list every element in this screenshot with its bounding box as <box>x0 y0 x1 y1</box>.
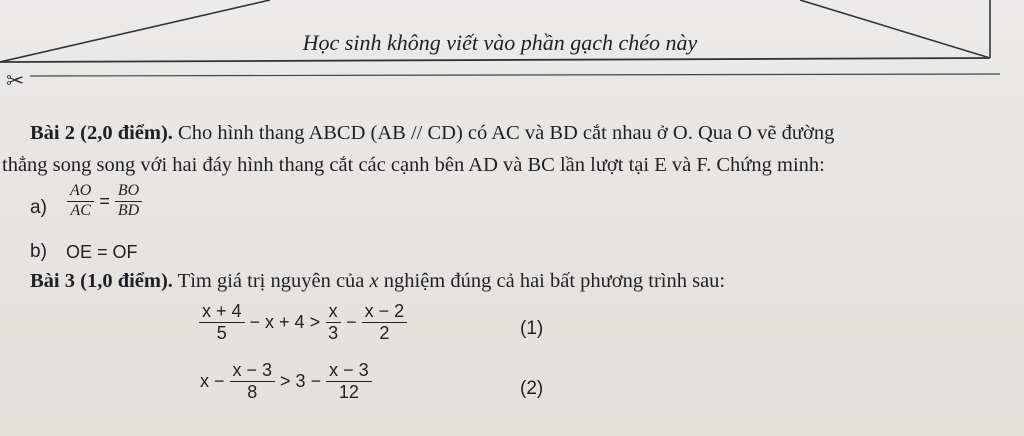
fraction-denominator: 5 <box>216 322 227 343</box>
fraction-denominator: 12 <box>338 381 359 402</box>
fraction-3 <box>362 302 408 343</box>
inequality-1 <box>196 302 410 343</box>
fraction-numerator: x − 3 <box>230 361 276 382</box>
bai3-text-b: nghiệm đúng cả hai bất phương trình sau: <box>378 270 726 292</box>
part-a-label: a) <box>30 197 47 218</box>
bai3-text-a: Tìm giá trị nguyên của <box>172 270 370 292</box>
fraction-denominator: 3 <box>328 322 339 343</box>
fraction-1 <box>230 361 276 402</box>
fraction-denominator: AC <box>70 201 91 219</box>
bai2-title: Bài 2 (2,0 điểm). <box>30 122 173 144</box>
scissors-icon: ✂ <box>6 68 25 93</box>
fraction-1 <box>199 302 245 343</box>
inequality-lead: x − <box>200 370 225 391</box>
fraction-numerator: AO <box>67 183 94 202</box>
fraction-numerator: x − 2 <box>362 302 408 323</box>
minus-sign: − <box>346 311 357 332</box>
part-a-equation <box>64 183 145 220</box>
fraction-bo-bd <box>115 183 142 220</box>
inequality-middle: − x + 4 > <box>249 311 321 332</box>
fraction-denominator: 2 <box>379 322 390 343</box>
bai3-variable: x <box>369 270 379 292</box>
fraction-numerator: x <box>326 302 341 323</box>
inequality-1-tag: (1) <box>520 318 544 339</box>
fraction-2 <box>326 361 372 402</box>
fraction-denominator: 8 <box>247 381 258 402</box>
bai3-title: Bài 3 (1,0 điểm). <box>30 270 173 292</box>
inequality-middle: > 3 − <box>280 370 322 391</box>
bai2-line2: thẳng song song với hai đáy hình thang cắt các cạnh bên AD và BC lần lượt tại E và F. Chứng minh: <box>2 154 825 176</box>
inequality-2-tag: (2) <box>520 378 544 399</box>
bai2-line1 <box>30 122 834 145</box>
equals-sign: = <box>99 190 110 211</box>
fraction-denominator: BD <box>117 201 140 219</box>
bai3-line <box>30 270 725 293</box>
fraction-2 <box>325 302 341 343</box>
part-b-expr: OE = OF <box>66 242 138 262</box>
bai2-text-line1: Cho hình thang ABCD (AB // CD) có AC và BD cắt nhau ở O. Qua O vẽ đường <box>172 122 835 144</box>
part-b-label: b) <box>30 241 47 262</box>
inequality-2 <box>198 361 375 402</box>
fraction-numerator: x − 3 <box>326 361 372 382</box>
no-write-note: Học sinh không viết vào phần gạch chéo này <box>302 30 698 55</box>
fraction-numerator: BO <box>115 183 142 202</box>
fraction-ao-ac <box>67 183 94 220</box>
fraction-numerator: x + 4 <box>199 302 245 323</box>
